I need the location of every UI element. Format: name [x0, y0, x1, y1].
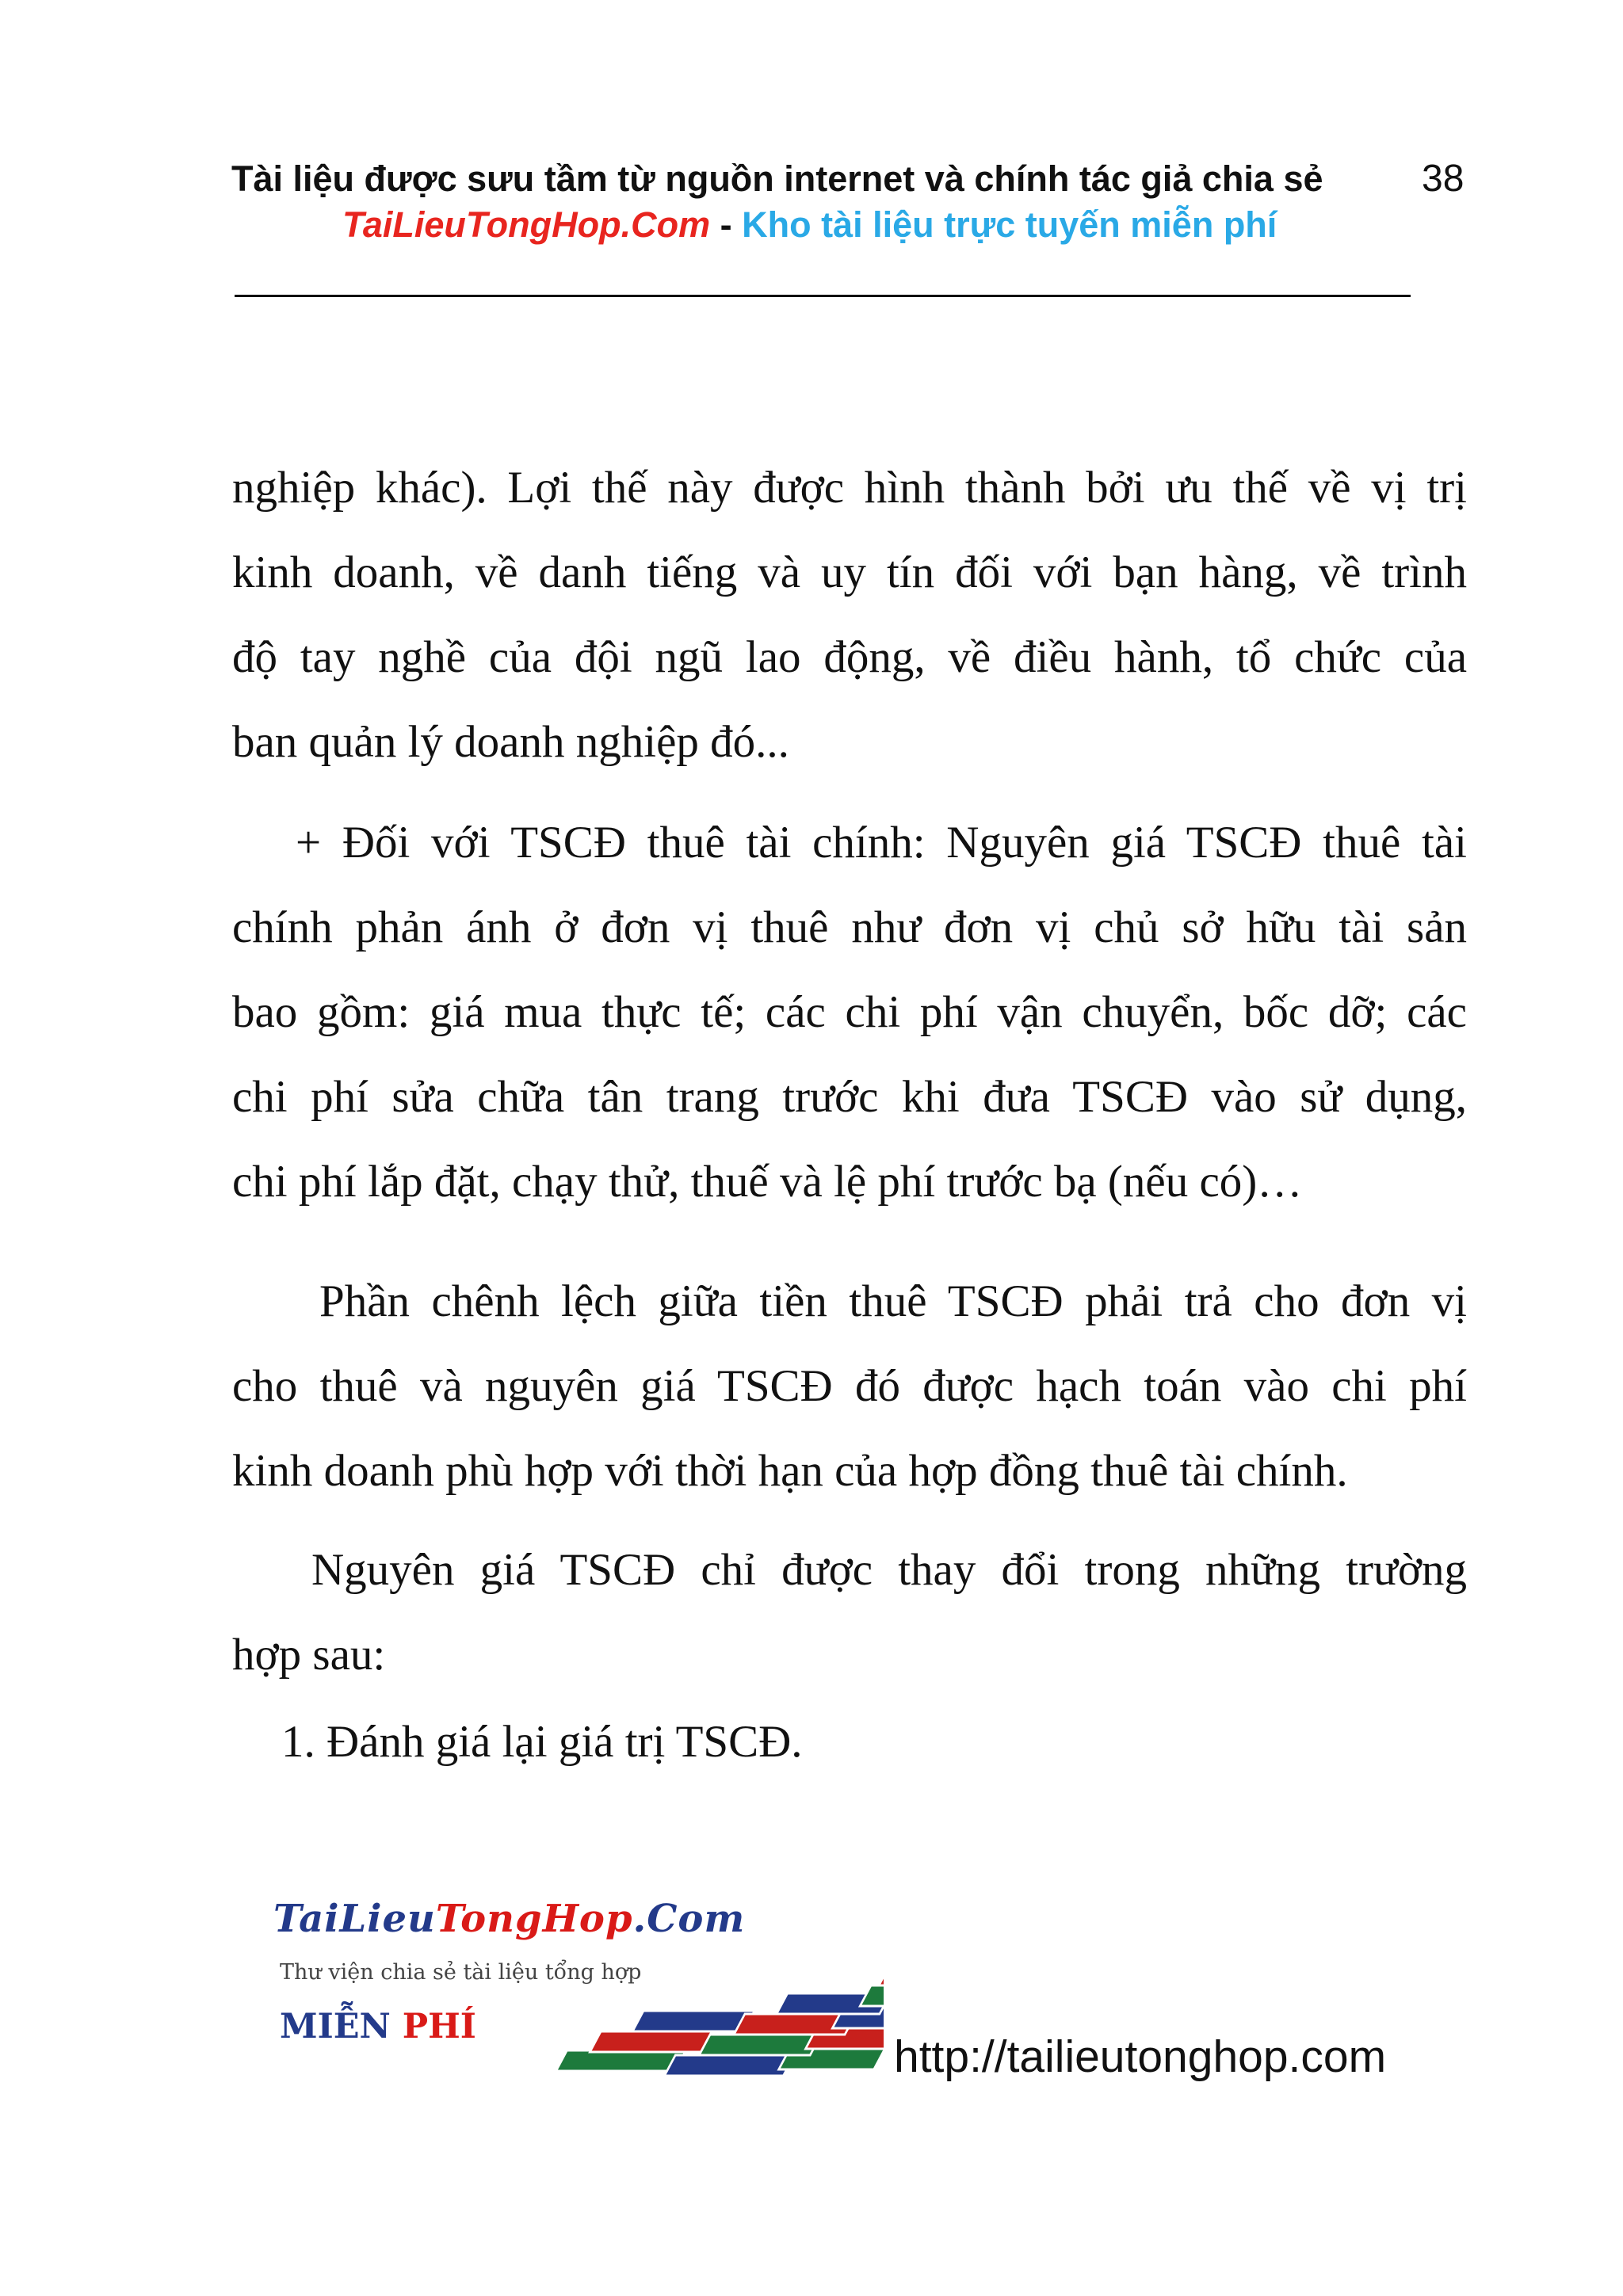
text-line: chính phản ánh ở đơn vị thuê như đơn vị chủ sở hữu tài sản	[232, 902, 1467, 952]
text-line: bao gồm: giá mua thực tế; các chi phí vận chuyển, bốc dỡ; các	[232, 987, 1467, 1037]
text-line: chi phí lắp đặt, chạy thử, thuế và lệ phí trước bạ (nếu có)…	[232, 1157, 1303, 1207]
text-line: chi phí sửa chữa tân trang trước khi đưa TSCĐ vào sử dụng,	[232, 1072, 1467, 1122]
list-item-1: 1. Đánh giá lại giá trị TSCĐ.	[281, 1717, 803, 1767]
logo-tagline: Thư viện chia sẻ tài liệu tổng hợp	[280, 1960, 642, 1985]
paragraph-3	[232, 1259, 1467, 1513]
header-divider	[235, 295, 1411, 297]
text-line: hợp sau:	[232, 1630, 386, 1680]
text-line: Nguyên giá TSCĐ chỉ được thay đổi trong những trường	[311, 1545, 1467, 1595]
text-line: Phần chênh lệch giữa tiền thuê TSCĐ phải trả cho đơn vị	[319, 1276, 1467, 1326]
text-line: độ tay nghề của đội ngũ lao động, về điều hành, tổ chức của	[232, 632, 1467, 682]
site-logo[interactable]	[273, 1894, 884, 2092]
text-line: ban quản lý doanh nghiệp đó...	[232, 717, 789, 767]
header-subtitle	[342, 201, 1277, 249]
page-number: 38	[1422, 158, 1465, 200]
header-title: Tài liệu được sưu tầm từ nguồn internet và chính tác giả chia sẻ	[231, 158, 1323, 199]
text-line: + Đối với TSCĐ thuê tài chính: Nguyên giá TSCĐ thuê tài	[296, 818, 1467, 868]
logo-brand: TaiLieuTongHop.Com	[273, 1897, 746, 1941]
footer-url-link[interactable]: http://tailieutonghop.com	[894, 2031, 1387, 2082]
paragraph-1	[232, 445, 1467, 784]
site-name-link[interactable]: TaiLieuTongHop.Com	[342, 204, 711, 245]
paragraph-4	[232, 1527, 1467, 1697]
text-line: kinh doanh phù hợp với thời hạn của hợp đồng thuê tài chính.	[232, 1446, 1348, 1496]
books-icon	[511, 1962, 884, 2088]
paragraph-2	[232, 800, 1467, 1224]
text-line: kinh doanh, về danh tiếng và uy tín đối với bạn hàng, về trình	[232, 547, 1467, 597]
text-line: cho thuê và nguyên giá TSCĐ đó được hạch toán vào chi phí	[232, 1361, 1467, 1411]
logo-free-text: MIỄN PHÍ	[280, 2007, 476, 2046]
header-separator: -	[720, 204, 732, 245]
text-line: nghiệp khác). Lợi thế này được hình thành bởi ưu thế về vị trị	[232, 463, 1467, 513]
site-slogan: Kho tài liệu trực tuyến miễn phí	[742, 204, 1277, 245]
